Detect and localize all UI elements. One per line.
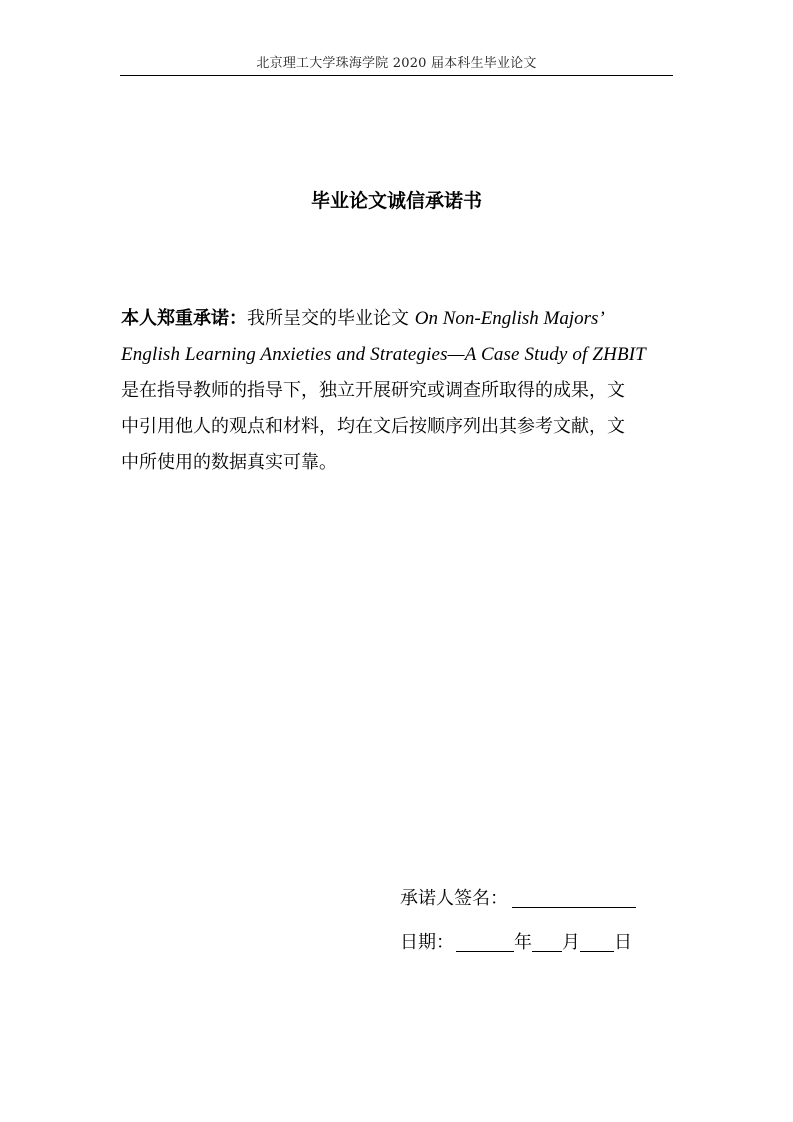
pledge-line-3: 是在指导教师的指导下，独立开展研究或调查所取得的成果，文 (121, 380, 625, 401)
pledge-line-5: 中所使用的数据真实可靠。 (121, 452, 337, 473)
pledge-line-1 (121, 301, 679, 337)
signer-row (400, 882, 636, 926)
date-row (400, 926, 636, 970)
pledge-lead: 本人郑重承诺： (121, 308, 247, 329)
document-title: 毕业论文诚信承诺书 (310, 190, 482, 212)
day-label: 日 (614, 932, 632, 953)
month-label: 月 (562, 932, 580, 953)
signer-label: 承诺人签名： (400, 888, 508, 909)
month-field[interactable] (532, 929, 562, 952)
year-label: 年 (514, 932, 532, 953)
signature-block (400, 882, 636, 970)
pledge-intro: 我所呈交的毕业论文 (247, 308, 409, 329)
thesis-title-part-2: English Learning Anxieties and Strategies—A Case Study of ZHBIT (121, 344, 646, 365)
pledge-paragraph (121, 301, 679, 481)
thesis-title-part-1: On Non-English Majors’ (414, 308, 605, 329)
signer-name-field[interactable] (512, 885, 636, 908)
day-field[interactable] (580, 929, 614, 952)
header-rule (120, 75, 673, 76)
pledge-line-4: 中引用他人的观点和材料，均在文后按顺序列出其参考文献，文 (121, 416, 625, 437)
year-field[interactable] (456, 929, 514, 952)
date-label: 日期： (400, 932, 454, 953)
page-header: 北京理工大学珠海学院 2020 届本科生毕业论文 (256, 56, 537, 71)
